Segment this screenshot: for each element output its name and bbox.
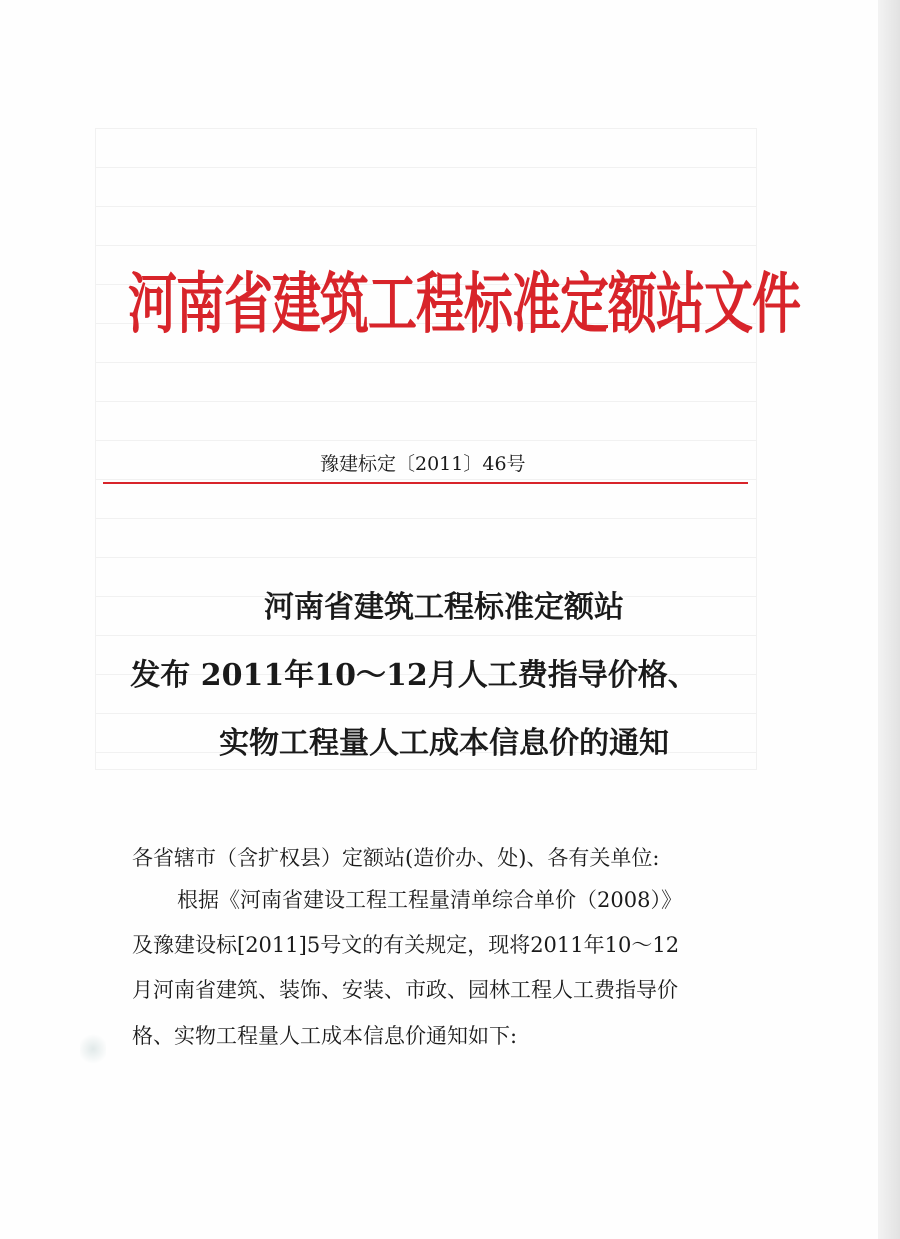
scan-smudge	[80, 1032, 106, 1066]
issuing-authority-header: 河南省建筑工程标准定额站文件	[128, 264, 801, 343]
addressee-line: 各省辖市（含扩权县）定额站(造价办、处)、各有关单位:	[132, 846, 660, 870]
notice-title-line-2: 发布 2011年10～12月人工费指导价格、	[130, 658, 698, 693]
body-paragraph-line-1: 根据《河南省建设工程工程量清单综合单价（2008）》	[177, 888, 682, 912]
body-paragraph-line-4: 格、实物工程量人工成本信息价通知如下:	[132, 1024, 518, 1048]
body-paragraph-line-3: 月河南省建筑、装饰、安装、市政、园林工程人工费指导价	[132, 978, 678, 1002]
body-paragraph-line-2: 及豫建设标[2011]5号文的有关规定，现将2011年10～12	[132, 933, 680, 957]
red-divider-line	[103, 482, 748, 484]
notice-title-line-1: 河南省建筑工程标准定额站	[264, 590, 624, 625]
document-number: 豫建标定〔2011〕46号	[320, 453, 526, 475]
notice-title-line-3: 实物工程量人工成本信息价的通知	[219, 726, 669, 761]
scan-edge-shadow	[878, 0, 900, 1239]
